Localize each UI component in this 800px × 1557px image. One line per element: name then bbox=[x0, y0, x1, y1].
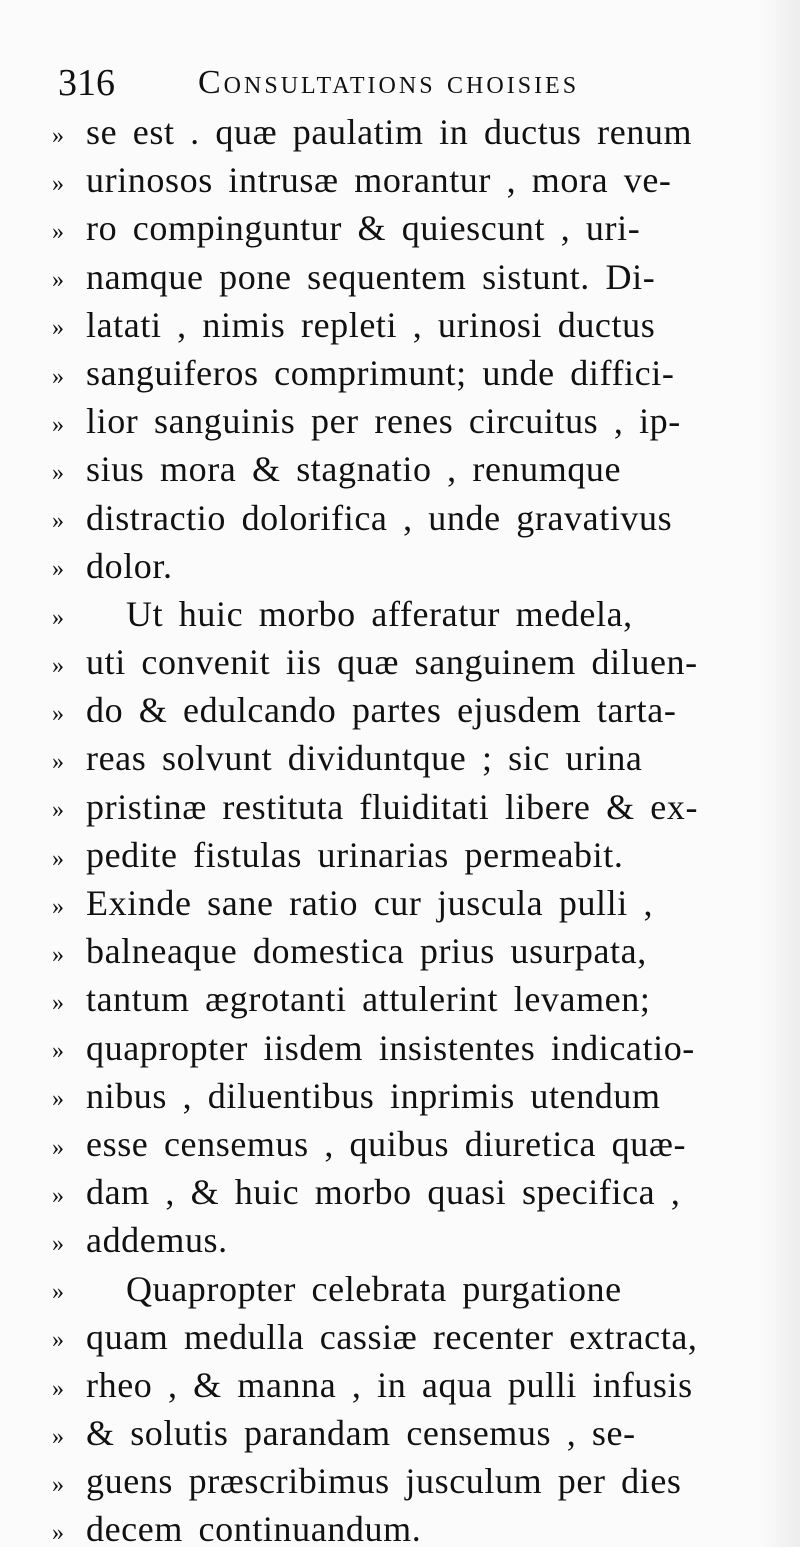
line-text: urinosos intrusæ morantur , mora ve- bbox=[86, 160, 672, 201]
text-line bbox=[52, 927, 752, 975]
quotation-mark: » bbox=[52, 941, 64, 968]
text-line bbox=[52, 975, 752, 1023]
text-line bbox=[52, 494, 752, 542]
text-line bbox=[52, 253, 752, 301]
quotation-mark: » bbox=[52, 749, 64, 776]
quotation-mark: » bbox=[52, 460, 64, 487]
line-text: lior sanguinis per renes circuitus , ip- bbox=[86, 401, 681, 442]
text-line bbox=[52, 156, 752, 204]
line-text: distractio dolorifica , unde gravativus bbox=[86, 497, 673, 538]
line-text: namque pone sequentem sistunt. Di- bbox=[86, 256, 656, 297]
text-line bbox=[52, 879, 752, 927]
text-line bbox=[52, 638, 752, 686]
line-text: sius mora & stagnatio , renumque bbox=[86, 449, 622, 490]
line-text: nibus , diluentibus inprimis utendum bbox=[86, 1075, 661, 1116]
quotation-mark: » bbox=[52, 1423, 64, 1450]
line-text: esse censemus , quibus diuretica quæ- bbox=[86, 1123, 687, 1164]
quotation-mark: » bbox=[52, 700, 64, 727]
line-text: reas solvunt dividuntque ; sic urina bbox=[86, 738, 643, 779]
text-line bbox=[52, 783, 752, 831]
line-text: Quapropter celebrata purgatione bbox=[126, 1268, 622, 1309]
quotation-mark: » bbox=[52, 652, 64, 679]
text-line bbox=[52, 204, 752, 252]
line-text: addemus. bbox=[86, 1220, 228, 1261]
page-edge-shadow bbox=[760, 0, 800, 1547]
text-line bbox=[52, 1024, 752, 1072]
quotation-mark: » bbox=[52, 267, 64, 294]
text-line bbox=[52, 686, 752, 734]
quotation-mark: » bbox=[52, 845, 64, 872]
line-text: do & edulcando partes ejusdem tarta- bbox=[86, 690, 677, 731]
text-line bbox=[52, 1505, 752, 1553]
quotation-mark: » bbox=[52, 1520, 64, 1547]
text-line bbox=[52, 1313, 752, 1361]
quotation-mark: » bbox=[52, 315, 64, 342]
page-number: 316 bbox=[58, 62, 115, 104]
quotation-mark: » bbox=[52, 1279, 64, 1306]
line-text: Ut huic morbo afferatur medela, bbox=[126, 593, 633, 634]
quotation-mark: » bbox=[52, 1471, 64, 1498]
text-line bbox=[52, 1120, 752, 1168]
line-text: decem continuandum. bbox=[86, 1509, 422, 1550]
text-line bbox=[52, 1265, 752, 1313]
text-line bbox=[52, 542, 752, 590]
text-line bbox=[52, 734, 752, 782]
line-text: quam medulla cassiæ recenter extracta, bbox=[86, 1316, 698, 1357]
quotation-mark: » bbox=[52, 990, 64, 1017]
quotation-mark: » bbox=[52, 1182, 64, 1209]
text-line bbox=[52, 397, 752, 445]
text-line bbox=[52, 349, 752, 397]
page-header bbox=[58, 58, 748, 108]
line-text: rheo , & manna , in aqua pulli infusis bbox=[86, 1364, 693, 1405]
text-line bbox=[52, 1168, 752, 1216]
line-text: dam , & huic morbo quasi specifica , bbox=[86, 1172, 681, 1213]
line-text: sanguiferos comprimunt; unde diffici- bbox=[86, 352, 675, 393]
text-line bbox=[52, 1361, 752, 1409]
quotation-mark: » bbox=[52, 1231, 64, 1258]
quotation-mark: » bbox=[52, 508, 64, 535]
line-text: uti convenit iis quæ sanguinem diluen- bbox=[86, 642, 698, 683]
text-line bbox=[52, 1409, 752, 1457]
line-text: latati , nimis repleti , urinosi ductus bbox=[86, 304, 656, 345]
line-text: ro compinguntur & quiescunt , uri- bbox=[86, 208, 641, 249]
line-text: pedite fistulas urinarias permeabit. bbox=[86, 834, 624, 875]
quotation-mark: » bbox=[52, 219, 64, 246]
line-text: & solutis parandam censemus , se- bbox=[86, 1413, 636, 1454]
quotation-mark: » bbox=[52, 122, 64, 149]
quotation-mark: » bbox=[52, 556, 64, 583]
text-line bbox=[52, 108, 752, 156]
line-text: Exinde sane ratio cur juscula pulli , bbox=[86, 883, 654, 923]
quotation-mark: » bbox=[52, 893, 64, 920]
line-text: guens præscribimus jusculum per dies bbox=[86, 1461, 682, 1502]
quotation-mark: » bbox=[52, 1086, 64, 1113]
text-line bbox=[52, 1072, 752, 1120]
line-text: quapropter iisdem insistentes indicatio- bbox=[86, 1027, 695, 1068]
quotation-mark: » bbox=[52, 1375, 64, 1402]
quotation-mark: » bbox=[52, 1327, 64, 1354]
quotation-mark: » bbox=[52, 797, 64, 824]
running-title: Consultations choisies bbox=[198, 64, 580, 101]
quotation-mark: » bbox=[52, 604, 64, 631]
quotation-mark: » bbox=[52, 1134, 64, 1161]
text-line bbox=[52, 1457, 752, 1505]
line-text: pristinæ restituta fluiditati libere & ex- bbox=[86, 786, 699, 827]
quotation-mark: » bbox=[52, 411, 64, 438]
text-line bbox=[52, 301, 752, 349]
text-line bbox=[52, 1216, 752, 1264]
line-text: dolor. bbox=[86, 545, 173, 586]
quotation-mark: » bbox=[52, 1038, 64, 1065]
line-text: se est . quæ paulatim in ductus renum bbox=[86, 112, 693, 152]
text-line bbox=[52, 831, 752, 879]
quotation-mark: » bbox=[52, 363, 64, 390]
line-text: tantum ægrotanti attulerint levamen; bbox=[86, 979, 651, 1020]
line-text: balneaque domestica prius usurpata, bbox=[86, 931, 647, 972]
body-text bbox=[52, 108, 752, 1554]
quotation-mark: » bbox=[52, 170, 64, 197]
text-line bbox=[52, 445, 752, 493]
text-line bbox=[52, 590, 752, 638]
